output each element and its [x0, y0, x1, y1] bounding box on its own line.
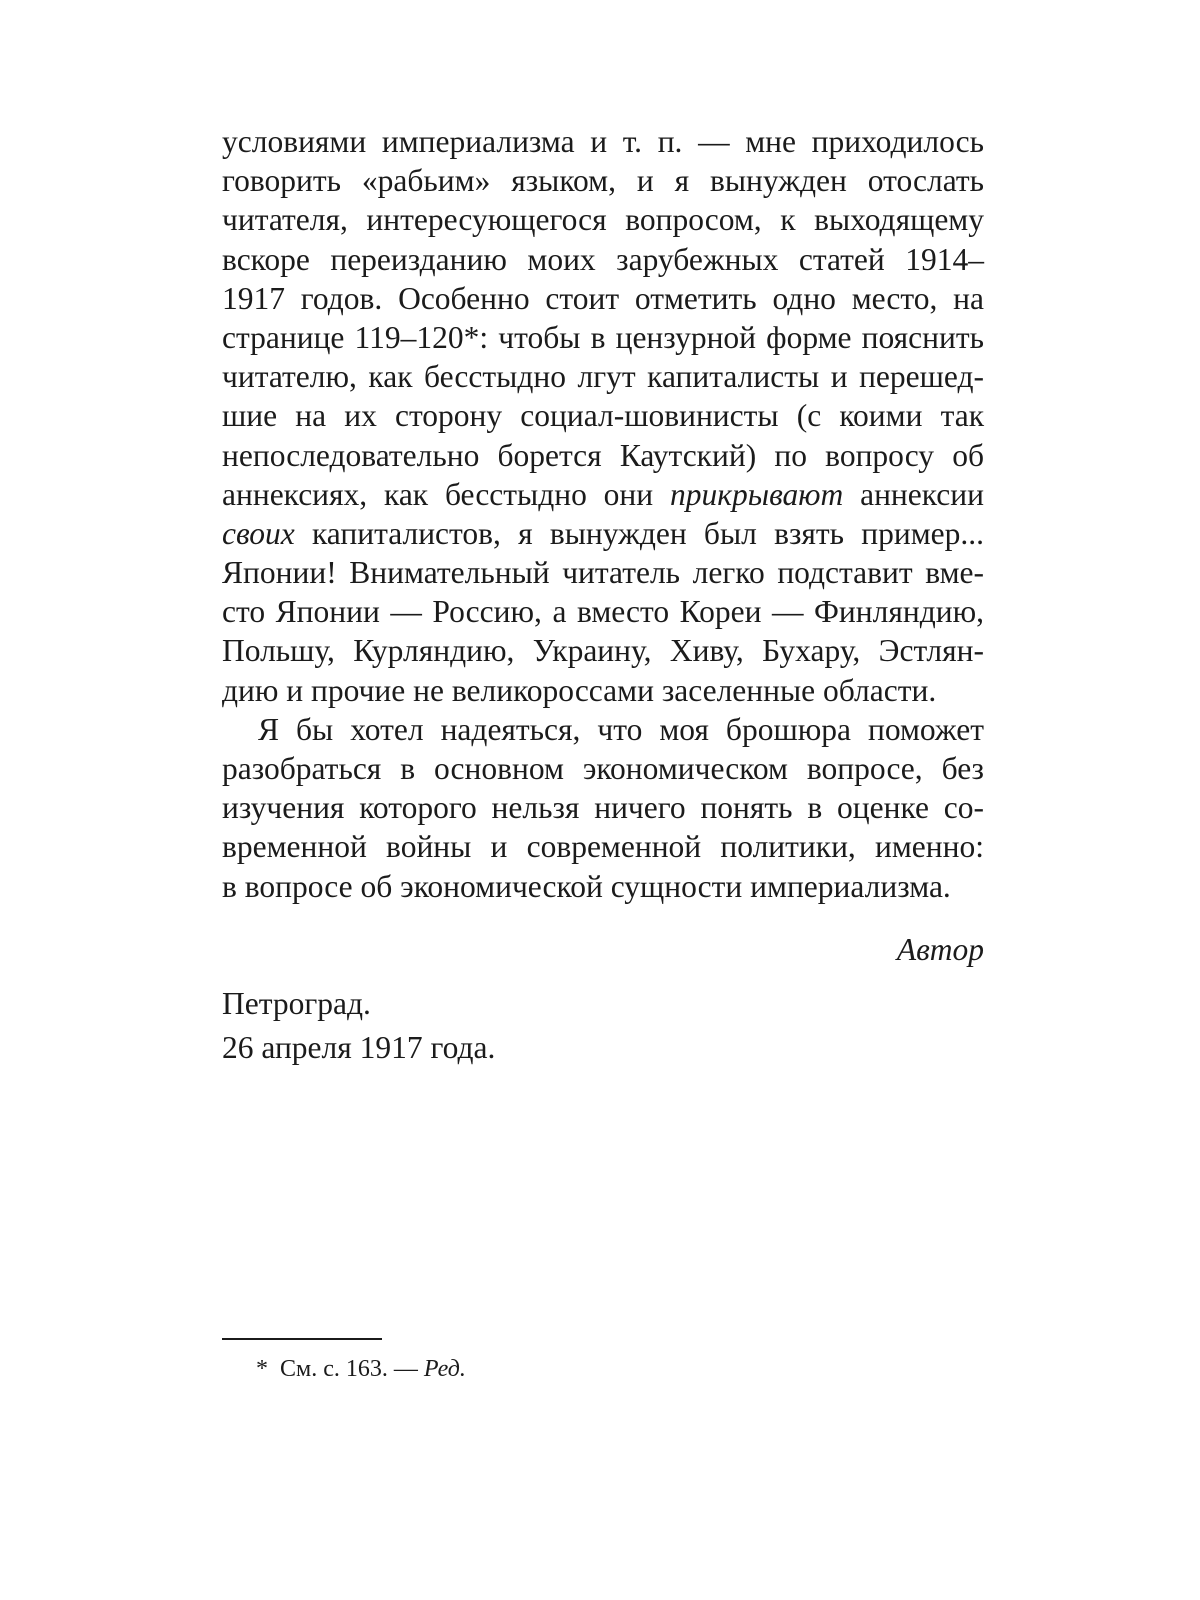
author-signature: Автор: [896, 932, 984, 967]
date: 26 апреля 1917 года.: [222, 1030, 496, 1065]
text-run: аннексии: [843, 476, 984, 512]
text-line: сто Японии — Россию, а вместо Кореи — Финляндию,: [222, 594, 984, 630]
body-text: [222, 122, 984, 906]
emphasized-word: своих: [222, 515, 295, 551]
text-line: шие на их сторону социал-шовинисты (с коими так: [222, 398, 984, 434]
place-and-date: [222, 982, 495, 1070]
text-line: Я бы хотел надеяться, что моя брошюра поможет: [258, 711, 984, 747]
text-line: непоследовательно борется Каутский) по вопросу об: [222, 437, 984, 473]
footnote-divider: [222, 1338, 382, 1340]
text-line: временной войны и современной политики, именно:: [222, 829, 984, 865]
text-line: условиями империализма и т. п. — мне приходилось: [222, 124, 984, 159]
footnote-editor: Ред.: [423, 1356, 466, 1382]
text-line: разобраться в основном экономическом вопросе, без: [222, 751, 984, 786]
text-line: в вопросе об экономической сущности империализма.: [222, 868, 951, 904]
text-line: изучения которого нельзя ничего понять в оценке со-: [222, 790, 984, 826]
text-line: вскоре переизданию моих зарубежных статей 1914–: [222, 241, 984, 277]
text-line: Польшу, Курляндию, Украину, Хиву, Бухару, Эстлян-: [222, 633, 984, 669]
text-line: говорить «рабьим» языком, и я вынужден отослать: [222, 163, 984, 199]
text-run: капиталистов, я вынужден был взять пример...: [294, 515, 984, 551]
text-line-with-emphasis: [222, 475, 984, 514]
place: Петроград.: [222, 986, 371, 1021]
text-line: странице 119–120*: чтобы в цензурной форме пояснить: [222, 319, 984, 355]
emphasized-word: прикрывают: [670, 476, 844, 512]
text-line: читателя, интересующегося вопросом, к выходящему: [222, 202, 984, 238]
footnote-mark: *: [256, 1356, 268, 1382]
text-run: аннексиях, как бесстыдно они: [222, 476, 670, 512]
paragraph-1: [222, 122, 984, 710]
text-line: Японии! Внимательный читатель легко подставит вме-: [222, 555, 984, 591]
paragraph-2: [222, 710, 984, 906]
text-line: читателю, как бесстыдно лгут капиталисты и перешед-: [222, 359, 984, 395]
footnote-text: См. с. 163. —: [280, 1356, 424, 1382]
text-line: дию и прочие не великороссами заселенные области.: [222, 672, 937, 708]
text-line: 1917 годов. Особенно стоит отметить одно место, на: [222, 280, 984, 316]
text-line-with-emphasis: [222, 514, 984, 553]
footnote: [256, 1356, 466, 1383]
